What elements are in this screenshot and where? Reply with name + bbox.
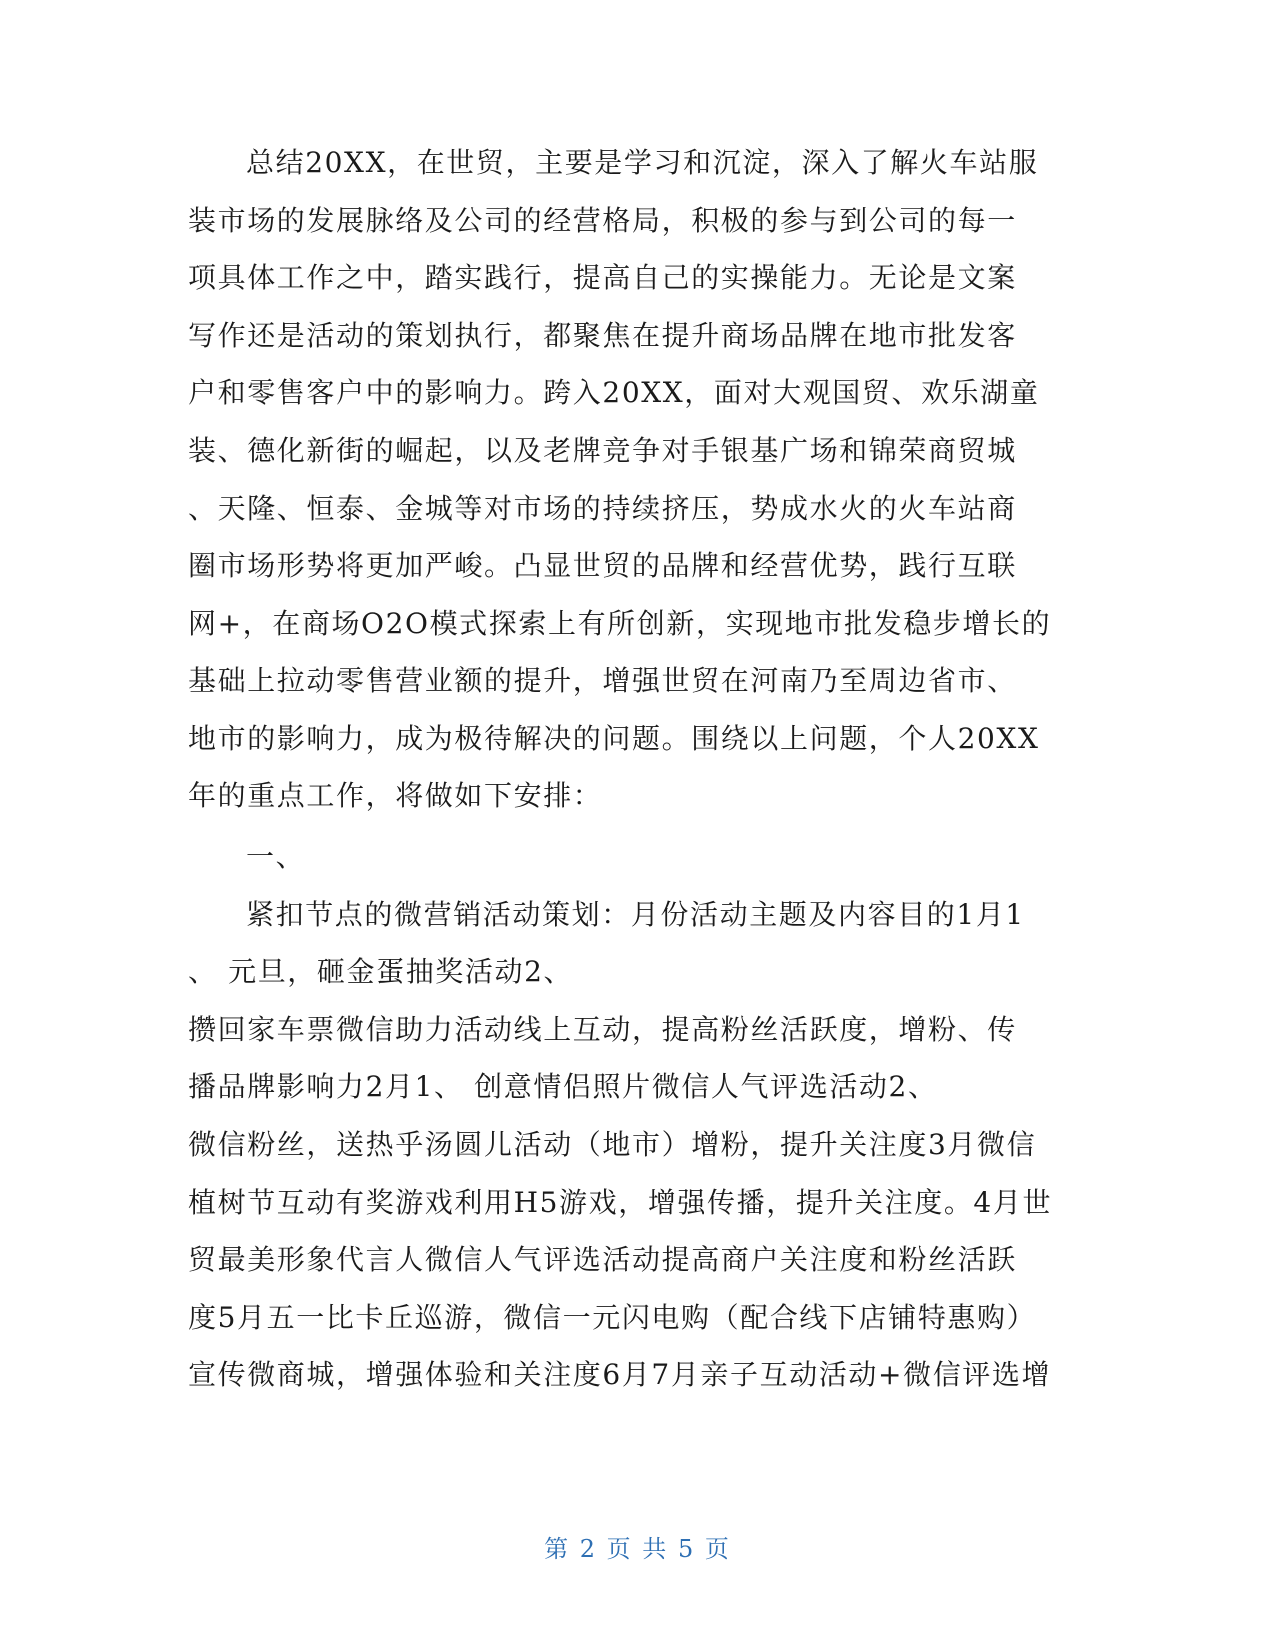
paragraph-line: 播品牌影响力2月1、 创意情侣照片微信人气评选活动2、 xyxy=(188,1070,938,1103)
paragraph-line: 总结20XX，在世贸，主要是学习和沉淀，深入了解火车站服 xyxy=(246,146,1039,179)
paragraph-line: 装市场的发展脉络及公司的经营格局，积极的参与到公司的每一 xyxy=(188,204,1017,237)
paragraph-line: 项具体工作之中，踏实践行，提高自己的实操能力。无论是文案 xyxy=(188,261,1017,294)
paragraph-line: 网+，在商场O2O模式探索上有所创新，实现地市批发稳步增长的 xyxy=(188,607,1052,640)
paragraph-line: 装、德化新街的崛起，以及老牌竞争对手银基广场和锦荣商贸城 xyxy=(188,434,1017,467)
paragraph-line: 写作还是活动的策划执行，都聚焦在提升商场品牌在地市批发客 xyxy=(188,319,1017,352)
paragraph-line: 植树节互动有奖游戏利用H5游戏，增强传播，提升关注度。4月世 xyxy=(188,1186,1053,1219)
paragraph-line: 、天隆、恒泰、金城等对市场的持续挤压，势成水火的火车站商 xyxy=(188,492,1017,525)
page-number-footer: 第 2 页 共 5 页 xyxy=(544,1535,731,1563)
paragraph-line: 年的重点工作，将做如下安排： xyxy=(188,779,603,812)
paragraph-line: 户和零售客户中的影响力。跨入20XX，面对大观国贸、欢乐湖童 xyxy=(188,376,1040,409)
paragraph-line: 宣传微商城，增强体验和关注度6月7月亲子互动活动+微信评选增 xyxy=(188,1358,1052,1391)
paragraph-line: 度5月五一比卡丘巡游，微信一元闪电购（配合线下店铺特惠购） xyxy=(188,1301,1037,1334)
paragraph-line: 圈市场形势将更加严峻。凸显世贸的品牌和经营优势，践行互联 xyxy=(188,549,1017,582)
paragraph-line: 贸最美形象代言人微信人气评选活动提高商户关注度和粉丝活跃 xyxy=(188,1243,1017,1276)
paragraph-line: 地市的影响力，成为极待解决的问题。围绕以上问题，个人20XX xyxy=(188,722,1040,755)
section-number: 一、 xyxy=(246,840,306,873)
paragraph-line: 攒回家车票微信助力活动线上互动，提高粉丝活跃度，增粉、传 xyxy=(188,1013,1017,1046)
paragraph-line: 、 元旦，砸金蛋抽奖活动2、 xyxy=(188,955,574,988)
paragraph-line: 微信粉丝，送热乎汤圆儿活动（地市）增粉，提升关注度3月微信 xyxy=(188,1128,1037,1161)
paragraph-line: 紧扣节点的微营销活动策划：月份活动主题及内容目的1月1 xyxy=(246,898,1025,931)
paragraph-line: 基础上拉动零售营业额的提升，增强世贸在河南乃至周边省市、 xyxy=(188,664,1017,697)
